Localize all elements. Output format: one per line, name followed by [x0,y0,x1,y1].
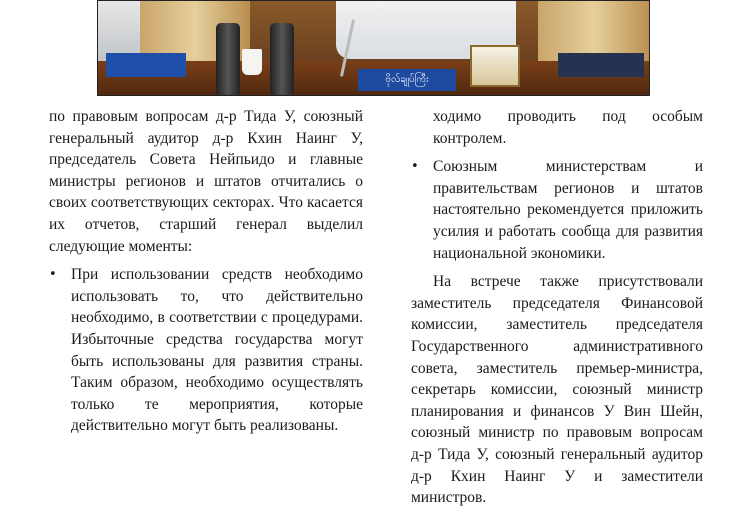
right-text-column [411,106,703,509]
nameplate: ဗိုလ်ချုပ်ကြီး [358,69,456,91]
closing-paragraph: На встрече также присутствовали заместитель председателя Финансовой комиссии, заместитель председателя Государственного административного совета, заместитель премьер-министра, секретарь комиссии, союзный министр планирования и финансов У Вин Шейн, союзный министр по правовым вопросам д-р Тида У, союзный генеральный аудитор д-р Кхин Наинг У и заместители министров. [411,273,703,507]
tissue-box-icon [470,45,520,87]
meeting-photo [97,0,650,96]
folder-icon [558,53,644,77]
list-item: • Союзным министерствам и правительствам регионов и штатов настоятельно рекомендуется приложить усилия и работать сообща для развития национальной экономики. [411,156,703,264]
cup-icon [242,49,262,75]
left-bullet-list [49,264,363,437]
left-text-column [49,106,363,437]
right-bullet-list [411,156,703,264]
folder-icon [106,53,186,77]
continuation-text: ходимо проводить под особым контролем. [433,108,703,147]
thermos-icon [270,23,294,95]
intro-paragraph: по правовым вопросам д-р Тида У, союзный генеральный аудитор д-р Кхин Наинг У, председатель Совета Нейпьидо и главные министры регионов и штатов отчитались о своих соответствующих секторах. Что касается их отчетов, старший генерал выделил следующие моменты: [49,108,363,255]
list-item: • При использовании средств необходимо использовать то, что действительно необходимо, в соответствии с процедурами. Избыточные средства государства могут быть использованы для развития страны. Таким образом, необходимо осуществлять только те мероприятия, которые действительно могут быть реализованы. [49,264,363,437]
thermos-icon [216,23,240,95]
